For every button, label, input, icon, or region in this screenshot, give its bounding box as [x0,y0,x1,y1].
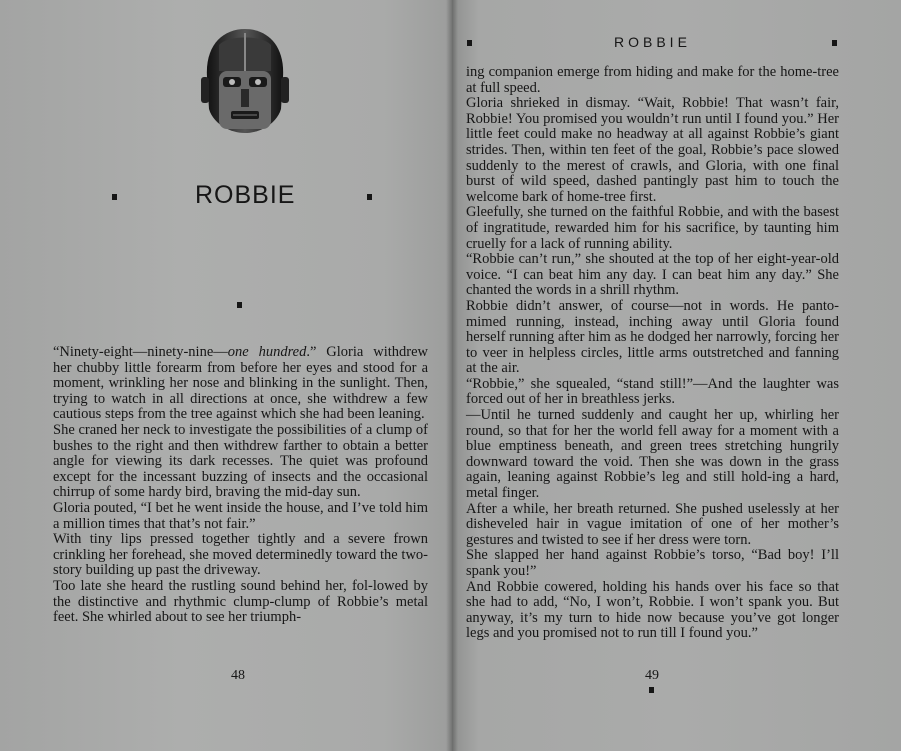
paragraph: Too late she heard the rustling sound behind her, fol-lowed by the distinctive and rhythmic clump-clump of Robbie’s metal feet. She whirled about to see her triumph- [53,577,428,626]
paragraph: Robbie didn’t answer, of course—not in words. He panto-mimed running, instead, inching away until Gloria found herself running after him as he dodged her narrowly, forcing her to veer in helpless circles, little arms outstretched and fanning at the air. [466,297,839,377]
paragraph: ing companion emerge from hiding and make for the home-tree at full speed. [466,64,839,96]
paragraph: Gleefully, she turned on the faithful Robbie, and with the basest of ingratitude, rewarded him for his sacrifice, by taunting him cruelly for a lack of running ability. [466,204,839,252]
square-ornament [467,40,472,46]
page-number: 49 [645,668,659,683]
book-gutter [446,0,458,751]
paragraph: After a while, her breath returned. She pushed uselessly at her disheveled hair in vague imitation of one of her mother’s gestures and twisted to see if her dress were torn. [466,500,839,548]
left-page-text [53,345,428,626]
paragraph: Gloria pouted, “I bet he went inside the house, and I’ve told him a million times that that’s not fair.” [53,499,428,532]
right-page [452,0,901,751]
paragraph: And Robbie cowered, holding his hands over his face so that she had to add, “No, I won’t, Robbie. I won’t spank you. But anyway, it’s my turn to hide now because you’ve got longer legs and you promised not to run till I found you.” [466,578,839,642]
square-ornament [237,302,242,308]
running-head: ROBBIE [614,34,691,50]
paragraph: “Robbie,” she squealed, “stand still!”—And the laughter was forced out of her in breathless jerks. [466,375,839,408]
square-ornament [832,40,837,46]
chapter-title: ROBBIE [195,181,296,209]
paragraph: With tiny lips pressed together tightly and a severe frown crinkling her forehead, she moved determinedly toward the two-story building up past the driveway. [53,531,428,579]
page-number: 48 [231,668,245,683]
right-page-text [466,65,839,642]
paragraph: She craned her neck to investigate the possibilities of a clump of bushes to the right and then withdrew farther to obtain a better angle for viewing its dark recesses. The quiet was profound except for the incessant buzzing of insects and the occasional chirrup of some hardy bird, braving the mid-day sun. [53,421,428,501]
paragraph: Gloria shrieked in dismay. “Wait, Robbie! That wasn’t fair, Robbie! You promised you wouldn’t run until I found you.” Her little feet could make no headway at all against Robbie’s giant strides. Then, within ten feet of the goal, Robbie’s pace slowed suddenly to the merest of crawls, and Gloria, with one final burst of wild speed, dashed pantingly past him to touch the welcome bark of home-tree first. [466,95,839,205]
paragraph: She slapped her hand against Robbie’s torso, “Bad boy! I’ll spank you!” [466,547,839,579]
square-ornament [112,194,117,200]
paragraph: “Ninety-eight—ninety-nine—one hundred.” Gloria withdrew her chubby little forearm from before her eyes and stood for a moment, wrinkling her nose and blinking in the sunlight. Then, trying to watch in all directions at once, she withdrew a few cautious steps from the tree against which she had been leaning. [53,344,428,423]
robot-head-illustration [197,25,293,137]
paragraph: —Until he turned suddenly and caught her up, whirling her round, so that for her the world fell away for a moment with a blue emptiness beneath, and green trees stretching hungrily downward toward the void. Then she was down in the grass again, leaning against Robbie’s leg and still hold-ing a hard, metal finger. [466,407,839,502]
paragraph: “Robbie can’t run,” she shouted at the top of her eight-year-old voice. “I can beat him any day. I can beat him any day.” She chanted the words in a shrill rhythm. [466,251,839,299]
square-ornament [649,687,654,693]
square-ornament [367,194,372,200]
